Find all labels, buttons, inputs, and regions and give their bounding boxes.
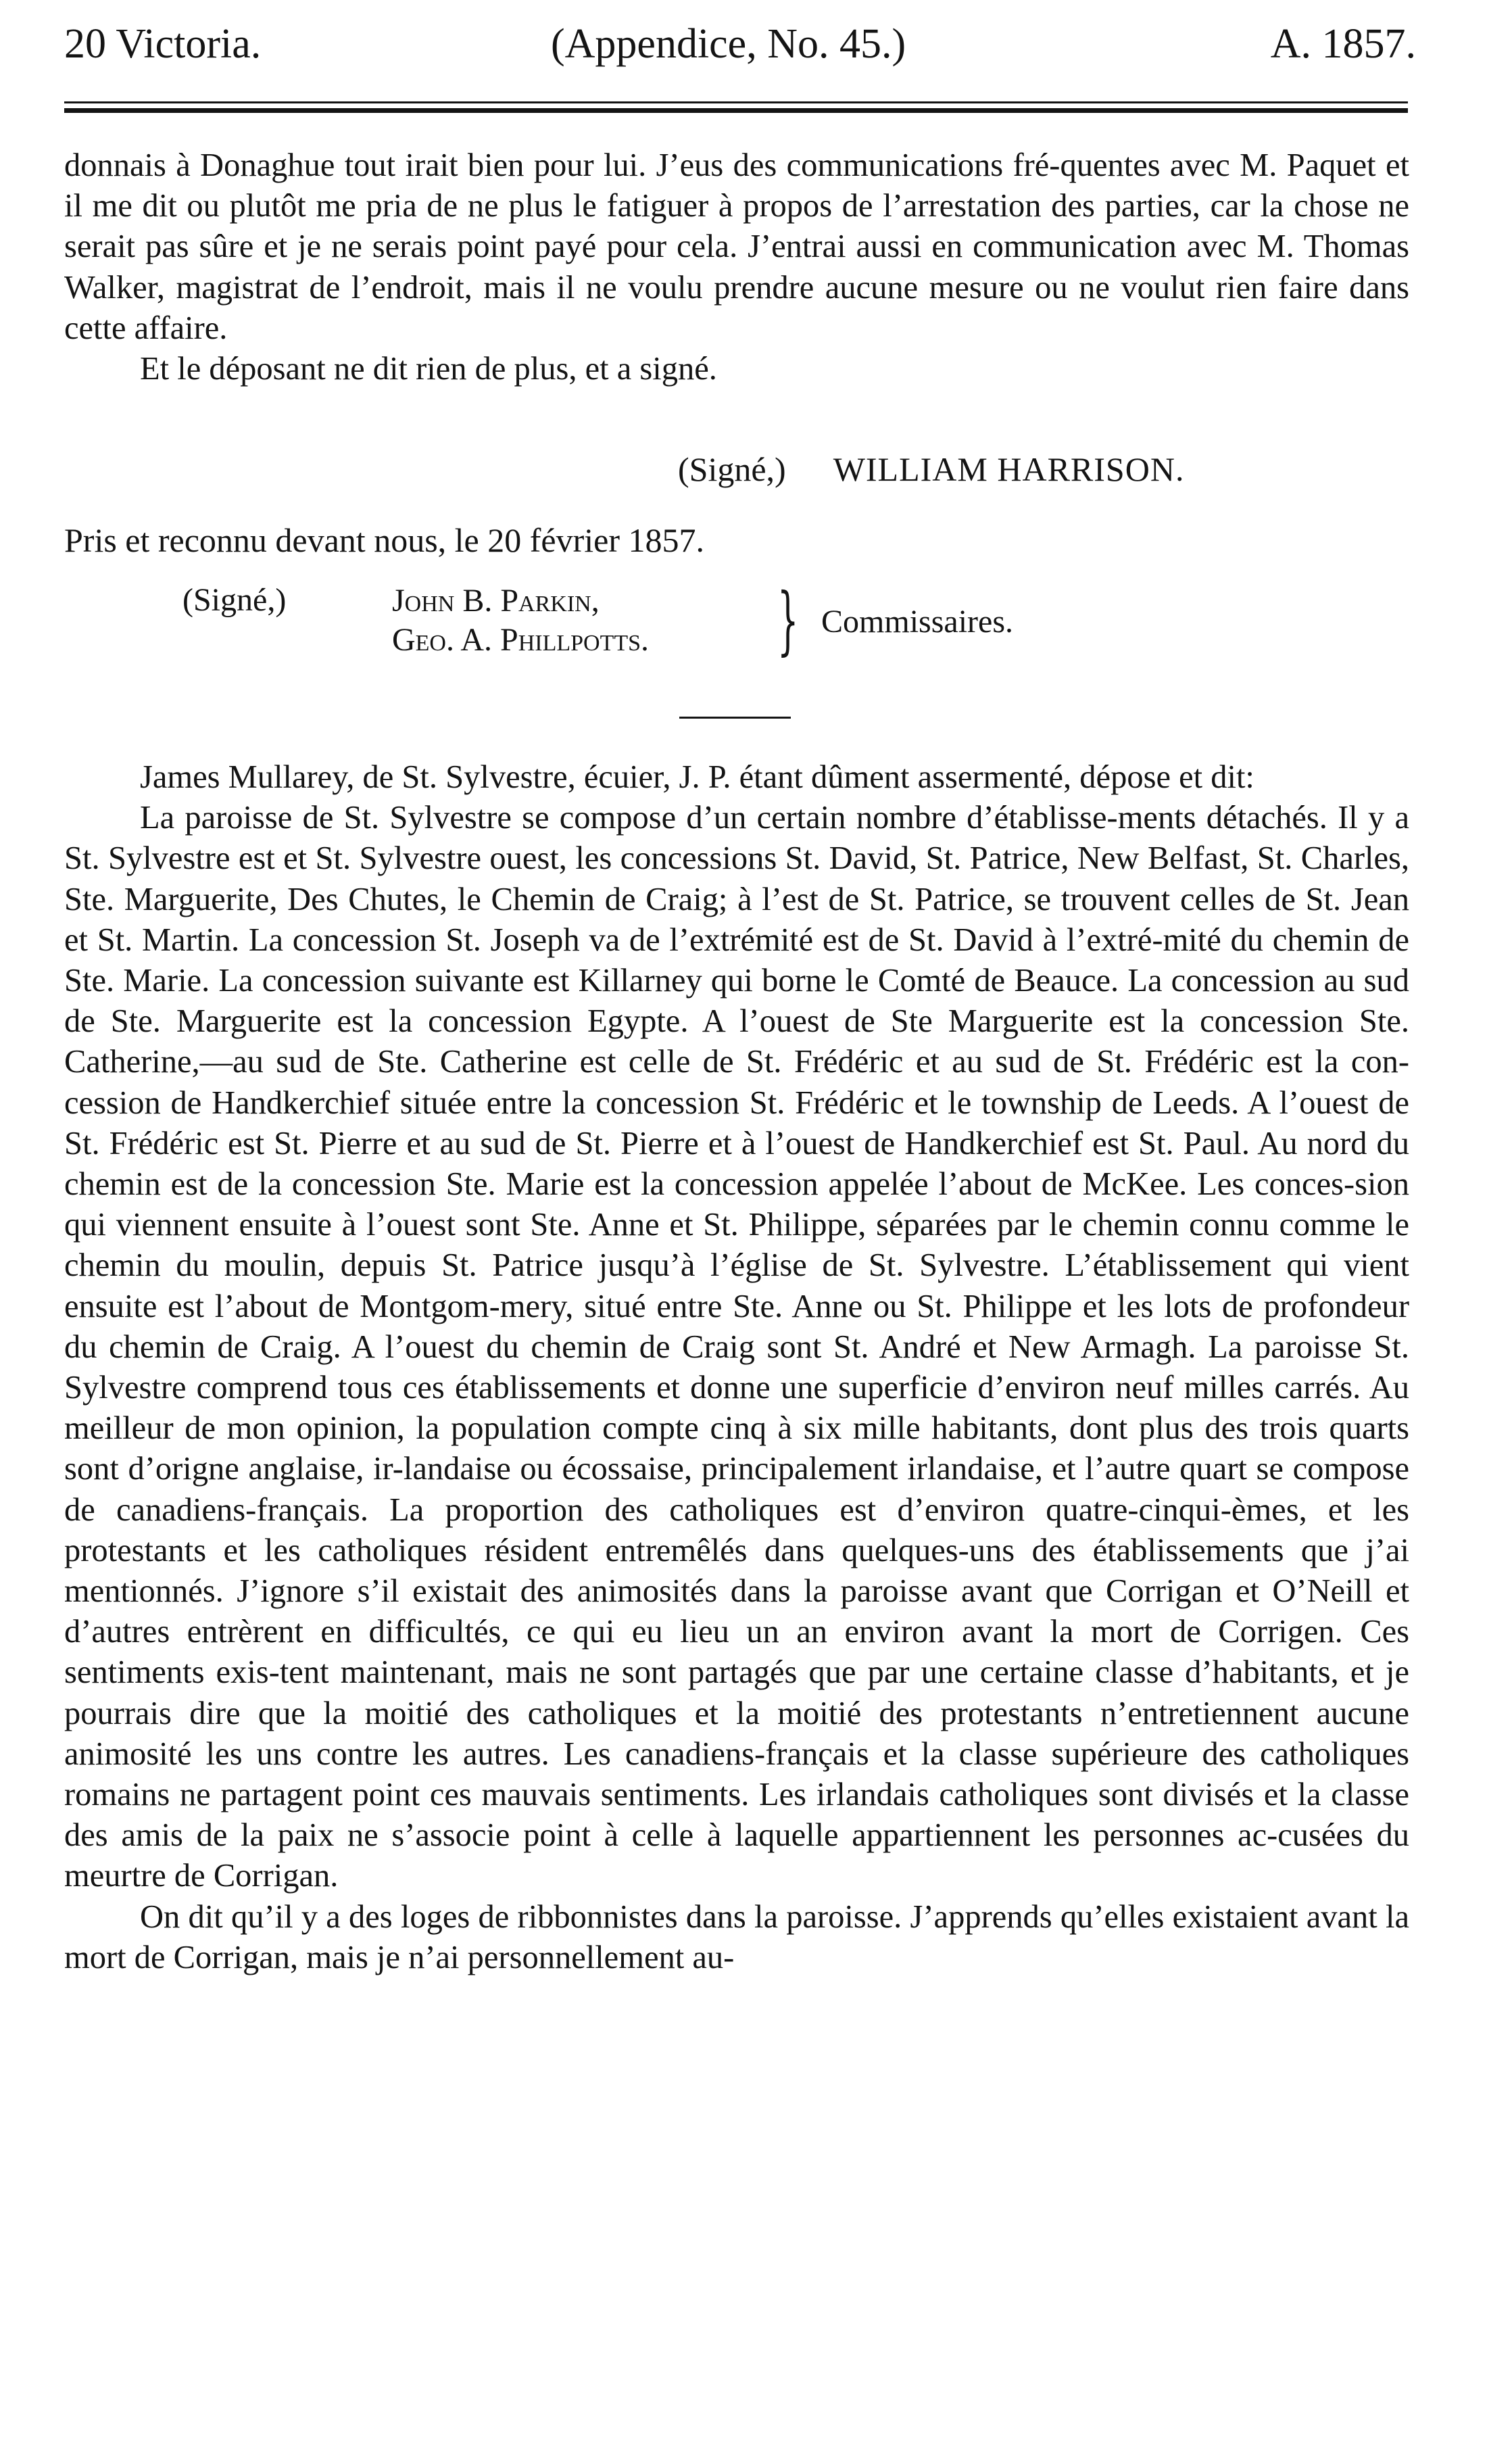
deposition-paragraph: On dit qu’il y a des loges de ribbonnistes dans la paroisse. J’apprends qu’elles existaient avant la mort de Corrigan, mais je n’ai personnellement au- xyxy=(64,1898,1409,1975)
continued-paragraph: donnais à Donaghue tout irait bien pour lui. J’eus des communications fré-quentes avec M. Paquet et il me dit ou plutôt me pria de ne plus le fatiguer à propos de l’arrestation des parties, car la chose ne serait pas sûre et je ne serais point payé pour cela. J’entrai aussi en communication avec M. Thomas Walker, magistrat de l’endroit, mais il ne voulu prendre aucune mesure ou ne voulut rien faire dans cette affaire. xyxy=(64,147,1409,346)
acknowledgement: Pris et reconnu devant nous, le 20 février 1857. xyxy=(64,521,704,559)
header-rule-thin xyxy=(64,101,1408,103)
header-rule-thick xyxy=(64,108,1408,113)
commissioner-name: Geo. A. Phillpotts. xyxy=(392,622,650,658)
deposition-intro: James Mullarey, de St. Sylvestre, écuier, J. P. étant dûment assermenté, dépose et dit: xyxy=(140,759,1254,795)
brace-symbol: } xyxy=(777,577,799,663)
commissioner-name: John B. Parkin, xyxy=(392,583,600,619)
deposition-paragraph: La paroisse de St. Sylvestre se compose d’un certain nombre d’établisse-ments détachés. Il y a St. Sylvestre est et St. Sylvestre ouest, les concessions St. David, St. Patrice, New Belfast, St. Charles, Ste. Marguerite, Des Chutes, le Chemin de Craig; à l’est de St. Patrice, se trouvent celles de St. Jean et St. Martin. La concession St. Joseph va de l’extrémité est de St. David à l’extré-mité du chemin de Ste. Marie. La concession suivante est Killarney qui borne le Comté de Beauce. La concession au sud de Ste. Marguerite est la concession Egypte. A l’ouest de Ste Marguerite est la concession Ste. Catherine,—au sud de Ste. Catherine est celle de St. Frédéric et au sud de St. Frédéric est la con-cession de Handkerchief située entre la concession St. Frédéric et le township de Leeds. A l’ouest de St. Frédéric est St. Pierre et au sud de St. Pierre et à l’ouest de Handkerchief est St. Paul. Au nord du chemin est de la concession Ste. Marie est la concession appelée l’about de McKee. Les conces-sion qui viennent ensuite à l’ouest sont Ste. Anne et St. Philippe, séparées par le chemin connu comme le chemin du moulin, depuis St. Patrice jusqu’à l’église de St. Sylvestre. L’établissement qui vient ensuite est l’about de Montgom-mery, situé entre Ste. Anne ou St. Philippe et les lots de profondeur du chemin de Craig. A l’ouest du chemin de Craig sont St. André et New Armagh. La paroisse St. Sylvestre comprend tous ces établissements et donne une superficie d’environ neuf milles carrés. Au meilleur de mon opinion, la population compte cinq à six mille habitants, dont plus des trois quarts sont d’origne anglaise, ir-landaise ou écossaise, principalement irlandaise, et l’autre quart se compose de canadiens-français. La proportion des catholiques est d’environ quatre-cinqui-èmes, et les protestants et les catholiques résident entremêlés dans quelques-uns des établissements que j’ai mentionnés. J’ignore s’il existait des animosités dans la paroisse avant que Corrigan et O’Neill et d’autres entrèrent en difficultés, ce qui eu lieu un an environ avant la mort de Corrigen. Ces sentiments exis-tent maintenant, mais ne sont partagés que par une certaine classe d’habitants, et je pourrais dire que la moitié des catholiques et la moitié des protestants n’entretiennent aucune animosité les uns contre les autres. Les canadiens-français et la classe supérieure des catholiques romains ne partagent point ces mauvais sentiments. Les irlandais catholiques sont divisés et la classe des amis de la paix ne s’associe point à celle à laquelle appartiennent les personnes ac-cusées du meurtre de Corrigan. xyxy=(64,800,1409,1894)
commissioners-signature-label: (Signé,) xyxy=(182,582,287,618)
header-year: A. 1857. xyxy=(1270,21,1416,67)
closing-statement: Et le déposant ne dit rien de plus, et a signé. xyxy=(140,351,717,387)
header-appendix: (Appendice, No. 45.) xyxy=(551,21,906,67)
page-header xyxy=(64,20,1416,74)
signature-label: (Signé,) xyxy=(678,450,786,488)
first-block xyxy=(64,145,1409,389)
commissioner-names xyxy=(392,581,649,660)
header-session: 20 Victoria. xyxy=(64,21,262,67)
section-divider xyxy=(679,717,791,719)
commissioners-block xyxy=(182,577,1129,676)
commissioners-role: Commissaires. xyxy=(821,604,1013,640)
deposition xyxy=(64,757,1409,1978)
deponent-signature xyxy=(678,450,1184,489)
signature-name: WILLIAM HARRISON. xyxy=(833,450,1185,488)
